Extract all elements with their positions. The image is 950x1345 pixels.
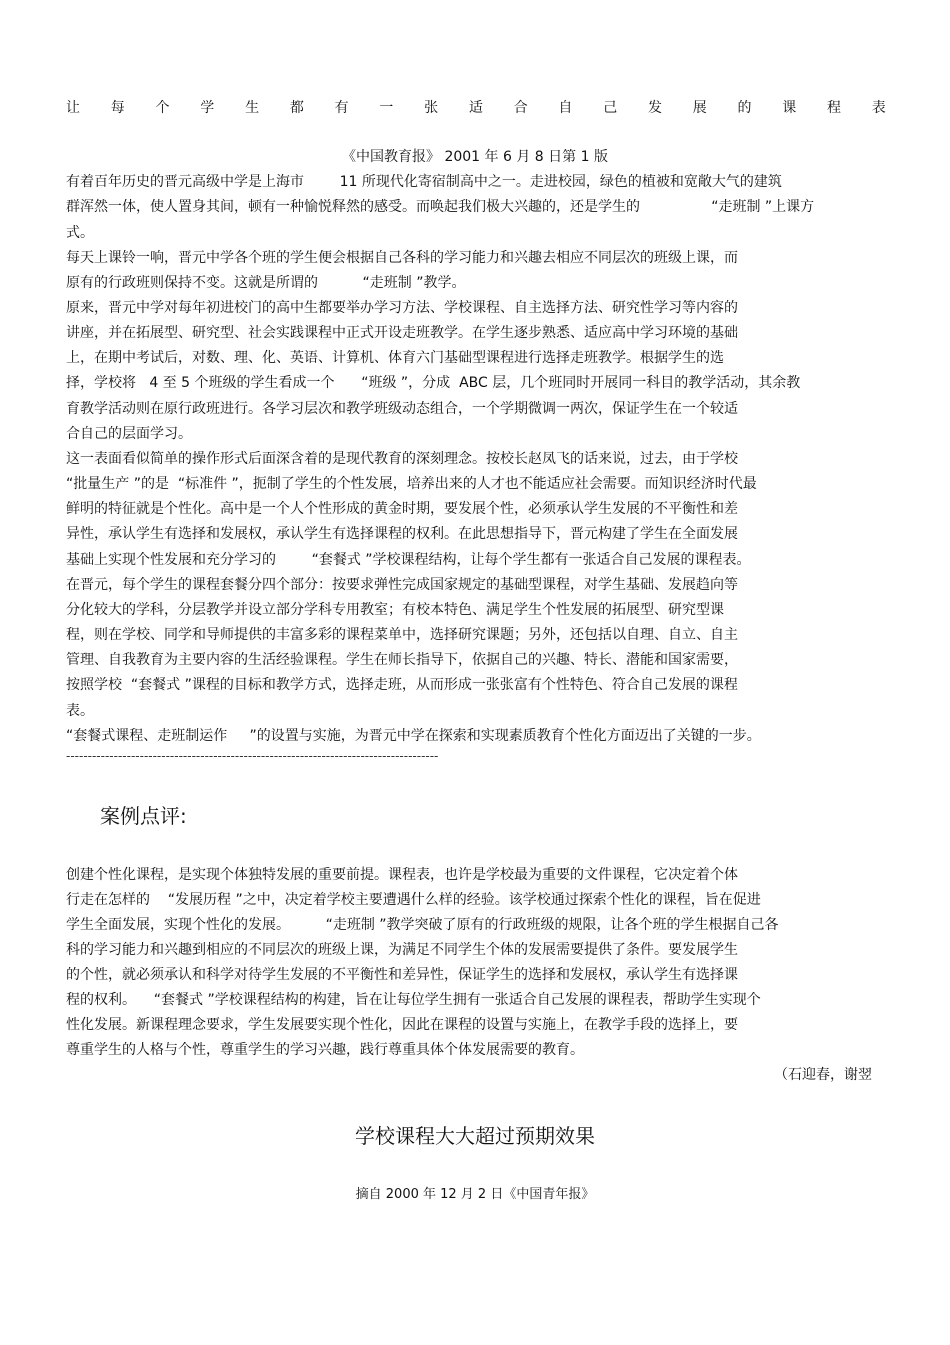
article-title	[66, 99, 886, 117]
body-line: 这一表面看似简单的操作形式后面深含着的是现代教育的深刻理念。按校长赵凤飞的话来说，过去，由于学校	[66, 451, 738, 467]
title-char: 有	[334, 100, 349, 116]
body-line: 按照学校 “套餐式 ”课程的目标和教学方式，选择走班，从而形成一张张富有个性特色、符合自己发展的课程	[66, 677, 738, 693]
body-line: 异性，承认学生有选择和发展权，承认学生有选择课程的权利。在此思想指导下，晋元构建了学生在全面发展	[66, 526, 738, 542]
title-char: 己	[603, 100, 618, 116]
title-char: 展	[692, 100, 707, 116]
body-line: 式。	[66, 225, 94, 241]
review-line: 的个性，就必须承认和科学对待学生发展的不平衡性和差异性，保证学生的选择和发展权，承认学生有选择课	[66, 967, 738, 983]
review-line: 程的权利。 “套餐式 ”学校课程结构的构建，旨在让每位学生拥有一张适合自己发展的课程表，帮助学生实现个	[66, 992, 761, 1008]
title-char: 表	[871, 100, 886, 116]
body-line: 择，学校将 4 至 5 个班级的学生看成一个 “班级 ”，分成 ABC 层，几个班同时开展同一科目的教学活动，其余教	[66, 375, 801, 391]
title-char: 程	[827, 100, 842, 116]
title-char: 合	[513, 100, 528, 116]
title-char: 个	[155, 100, 170, 116]
body-line: 上，在期中考试后，对数、理、化、英语、计算机、体育六门基础型课程进行选择走班教学。根据学生的选	[66, 350, 724, 366]
body-line: 原来，晋元中学对每年初进校门的高中生都要举办学习方法、学校课程、自主选择方法、研究性学习等内容的	[66, 300, 738, 316]
body-line: 表。	[66, 703, 94, 719]
body-line: “批量生产 ”的是 “标准件 ”，扼制了学生的个性发展，培养出来的人才也不能适应社会需要。而知识经济时代最	[66, 476, 757, 492]
body-line: 合自己的层面学习。	[66, 426, 192, 442]
body-line: 在晋元，每个学生的课程套餐分四个部分：按要求弹性完成国家规定的基础型课程，对学生基础、发展趋向等	[66, 577, 738, 593]
body-line: 程，则在学校、同学和导师提供的丰富多彩的课程菜单中，选择研究课题；另外，还包括以自理、自立、自主	[66, 627, 738, 643]
title-char: 生	[245, 100, 260, 116]
body-line: 讲座，并在拓展型、研究型、社会实践课程中正式开设走班教学。在学生逐步熟悉、适应高中学习环境的基础	[66, 325, 738, 341]
body-line: 基础上实现个性发展和充分学习的 “套餐式 ”学校课程结构，让每个学生都有一张适合自己发展的课程表。	[66, 552, 751, 568]
review-heading: 案例点评:	[100, 804, 187, 828]
review-line: 性化发展。新课程理念要求，学生发展要实现个性化，因此在课程的设置与实施上，在教学手段的选择上，要	[66, 1017, 738, 1033]
body-line: 有着百年历史的晋元高级中学是上海市 11 所现代化寄宿制高中之一。走进校园，绿色的植被和宽敞大气的建筑	[66, 174, 782, 190]
title-char: 一	[379, 100, 394, 116]
body-line: 群浑然一体，使人置身其间，顿有一种愉悦释然的感受。而唤起我们极大兴趣的，还是学生的 “走班制 ”上课方	[66, 199, 815, 215]
review-line: 尊重学生的人格与个性，尊重学生的学习兴趣，践行尊重具体个体发展需要的教育。	[66, 1042, 584, 1058]
article2-excerpt: 摘自 2000 年 12 月 2 日《中国青年报》	[355, 1187, 595, 1202]
body-line: 鲜明的特征就是个性化。高中是一个人个性形成的黄金时期，要发展个性，必须承认学生发展的不平衡性和差	[66, 501, 738, 517]
title-char: 每	[110, 100, 125, 116]
title-char: 学	[200, 100, 215, 116]
body-line: 原有的行政班则保持不变。这就是所谓的 “走班制 ”教学。	[66, 275, 466, 291]
body-line: 育教学活动则在原行政班进行。各学习层次和教学班级动态组合，一个学期微调一两次，保证学生在一个较适	[66, 401, 738, 417]
review-line: 创建个性化课程，是实现个体独特发展的重要前提。课程表，也许是学校最为重要的文件课程，它决定着个体	[66, 867, 738, 883]
title-char: 发	[647, 100, 662, 116]
separator-line: --------------------------------------------------------------------------------------	[66, 749, 439, 763]
body-line: 分化较大的学科，分层教学并设立部分学科专用教室；有校本特色、满足学生个性发展的拓展型、研究型课	[66, 602, 724, 618]
body-line: 管理、自我教育为主要内容的生活经验课程。学生在师长指导下，依据自己的兴趣、特长、潜能和国家需要，	[66, 652, 738, 668]
title-char: 张	[424, 100, 439, 116]
title-char: 课	[782, 100, 797, 116]
review-line: 科的学习能力和兴趣到相应的不同层次的班级上课，为满足不同学生个体的发展需要提供了条件。要发展学生	[66, 942, 738, 958]
title-char: 自	[558, 100, 573, 116]
title-char: 适	[468, 100, 483, 116]
title-char: 都	[289, 100, 304, 116]
title-char: 的	[737, 100, 752, 116]
article-source: 《中国教育报》 2001 年 6 月 8 日第 1 版	[342, 149, 608, 165]
body-line: 每天上课铃一响，晋元中学各个班的学生便会根据自己各科的学习能力和兴趣去相应不同层次的班级上课，而	[66, 250, 738, 266]
body-line: “套餐式课程、走班制运作 ”的设置与实施，为晋元中学在探索和实现素质教育个性化方面迈出了关键的一步。	[66, 728, 761, 744]
review-line: 行走在怎样的 “发展历程 ”之中，决定着学校主要遭遇什么样的经验。该学校通过探索个性化的课程，旨在促进	[66, 892, 761, 908]
title-char: 让	[66, 100, 80, 116]
review-line: 学生全面发展，实现个性化的发展。 “走班制 ”教学突破了原有的行政班级的规限，让各个班的学生根据自己各	[66, 917, 779, 933]
article2-title: 学校课程大大超过预期效果	[355, 1124, 595, 1148]
review-signature: （石迎春，谢翌	[774, 1067, 872, 1083]
